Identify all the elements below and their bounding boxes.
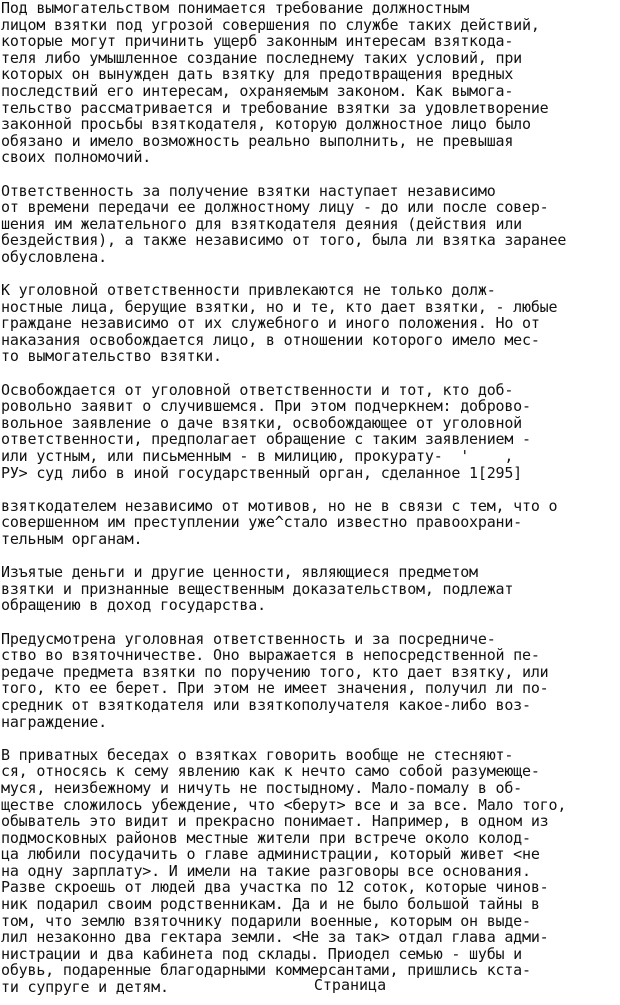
text-line: последствий его интересам, охраняемым законом. Как вымога- xyxy=(1,81,514,100)
text-line: которых он вынужден дать взятку для предотвращения вредных xyxy=(1,65,514,84)
text-line: ца любили посудачить о главе администрации, который живет <не xyxy=(1,845,540,864)
text-line: наказания освобождается лицо, в отношении которого имело мес- xyxy=(1,330,540,349)
text-line: Ответственность за получение взятки наступает независимо xyxy=(1,181,496,200)
text-line: ти супруге и детям. xyxy=(1,978,169,997)
text-line: нистрации и два кабинета под склады. Приодел семью - шубы и xyxy=(1,944,523,963)
text-line: средник от взяткодателя или взяткополучателя какое-либо воз- xyxy=(1,695,531,714)
text-line: ответственности, предполагает обращение с таким заявлением - xyxy=(1,430,531,449)
paragraph xyxy=(1,564,620,614)
text-line: взяткодателем независимо от мотивов, но не в связи с тем, что о xyxy=(1,496,558,515)
text-line: граждане независимо от их служебного и иного положения. Но от xyxy=(1,314,540,333)
text-line: своих полномочий. xyxy=(1,148,152,167)
text-line: тельным органам. xyxy=(1,530,143,548)
document-body xyxy=(1,0,620,996)
text-line: или устным, или письменным - в милицию, прокурату- ' , xyxy=(1,447,514,466)
text-line: ровольно заявит о случившемся. При этом подчеркнем: доброво- xyxy=(1,397,531,416)
text-line: муся, неизбежному и ничуть не постыдному. Мало-помалу в об- xyxy=(1,778,523,797)
text-line: обувь, подаренные благодарными коммерсантами, пришлись кста- xyxy=(1,961,531,980)
text-line: теля либо умышленное создание последнему таких условий, при xyxy=(1,48,523,67)
paragraph xyxy=(1,0,620,166)
text-line: подмосковных районов местные жители при встрече около колод- xyxy=(1,828,531,847)
text-line: совершенном им преступлении уже^стало известно правоохрани- xyxy=(1,513,523,532)
text-line: то вымогательство взятки. xyxy=(1,347,222,366)
text-line: Освобождается от уголовной ответственности и тот, кто доб- xyxy=(1,380,514,399)
text-line: В приватных беседах о взятках говорить вообще не стесняют- xyxy=(1,745,514,764)
text-line: взятки и признанные вещественным доказательством, подлежат xyxy=(1,579,514,598)
paragraph xyxy=(1,747,620,996)
text-line: ся, относясь к сему явлению как к нечто само собой разумеюще- xyxy=(1,762,540,781)
text-line: награждение. xyxy=(1,712,107,731)
text-line: вольное заявление о даче взятки, освобождающее от уголовной xyxy=(1,413,523,432)
text-line: том, что землю взяточнику подарили военные, которым он выде- xyxy=(1,911,531,930)
paragraph xyxy=(1,498,620,548)
text-line: законной просьбы взяткодателя, которую должностное лицо было xyxy=(1,115,531,134)
paragraph xyxy=(1,631,620,731)
text-line: обусловлена. xyxy=(1,247,107,266)
text-line: Предусмотрена уголовная ответственность и за посредниче- xyxy=(1,629,496,648)
paragraph xyxy=(1,382,620,482)
text-line: тельство рассматривается и требование взятки за удовлетворение xyxy=(1,98,549,117)
text-line: РУ> суд либо в иной государственный орган, сделанное 1[295] xyxy=(1,463,523,482)
text-line: на одну зарплату>. И имели на такие разговоры все основания. xyxy=(1,861,531,880)
paragraph xyxy=(1,183,620,266)
text-line: шения им желательного для взяткодателя деяния (действия или xyxy=(1,214,523,233)
text-line: ство во взяточничестве. Оно выражается в непосредственной пе- xyxy=(1,646,540,665)
text-line: редаче предмета взятки по поручению того, кто дает взятку, или xyxy=(1,662,549,681)
page-footer xyxy=(0,976,620,997)
text-line: ществе сложилось убеждение, что <берут> все и за все. Мало того, xyxy=(1,795,567,814)
text-line: ник подарил своим родственникам. Да и не было большой тайны в xyxy=(1,895,540,914)
text-line: лил незаконно два гектара земли. <Не за так> отдал глава адми- xyxy=(1,928,549,947)
text-line: Изъятые деньги и другие ценности, являющиеся предметом xyxy=(1,563,478,582)
page-label: Страница xyxy=(313,976,387,994)
text-line: Разве скроешь от людей два участка по 12 соток, которые чинов- xyxy=(1,878,549,897)
text-line: того, кто ее берет. При этом не имеет значения, получил ли по- xyxy=(1,679,549,698)
text-line: обыватель это видит и прекрасно понимает. Например, в одном из xyxy=(1,812,549,831)
text-line: К уголовной ответственности привлекаются не только долж- xyxy=(1,281,496,300)
text-line: лицом взятки под угрозой совершения по службе таких действий, xyxy=(1,15,540,34)
paragraph xyxy=(1,282,620,365)
text-line: Под вымогательством понимается требование должностным xyxy=(1,0,470,17)
text-line: бездействия), а также независимо от того, была ли взятка заранее xyxy=(1,231,567,250)
text-line: ностные лица, берущие взятки, но и те, кто дает взятки, - любые xyxy=(1,297,558,316)
text-line: которые могут причинить ущерб законным интересам взяткода- xyxy=(1,32,514,51)
text-line: обращению в доход государства. xyxy=(1,596,266,615)
text-line: от времени передачи ее должностному лицу - до или после совер- xyxy=(1,198,549,217)
text-line: обязано и имело возможность реально выполнить, не превышая xyxy=(1,131,514,150)
